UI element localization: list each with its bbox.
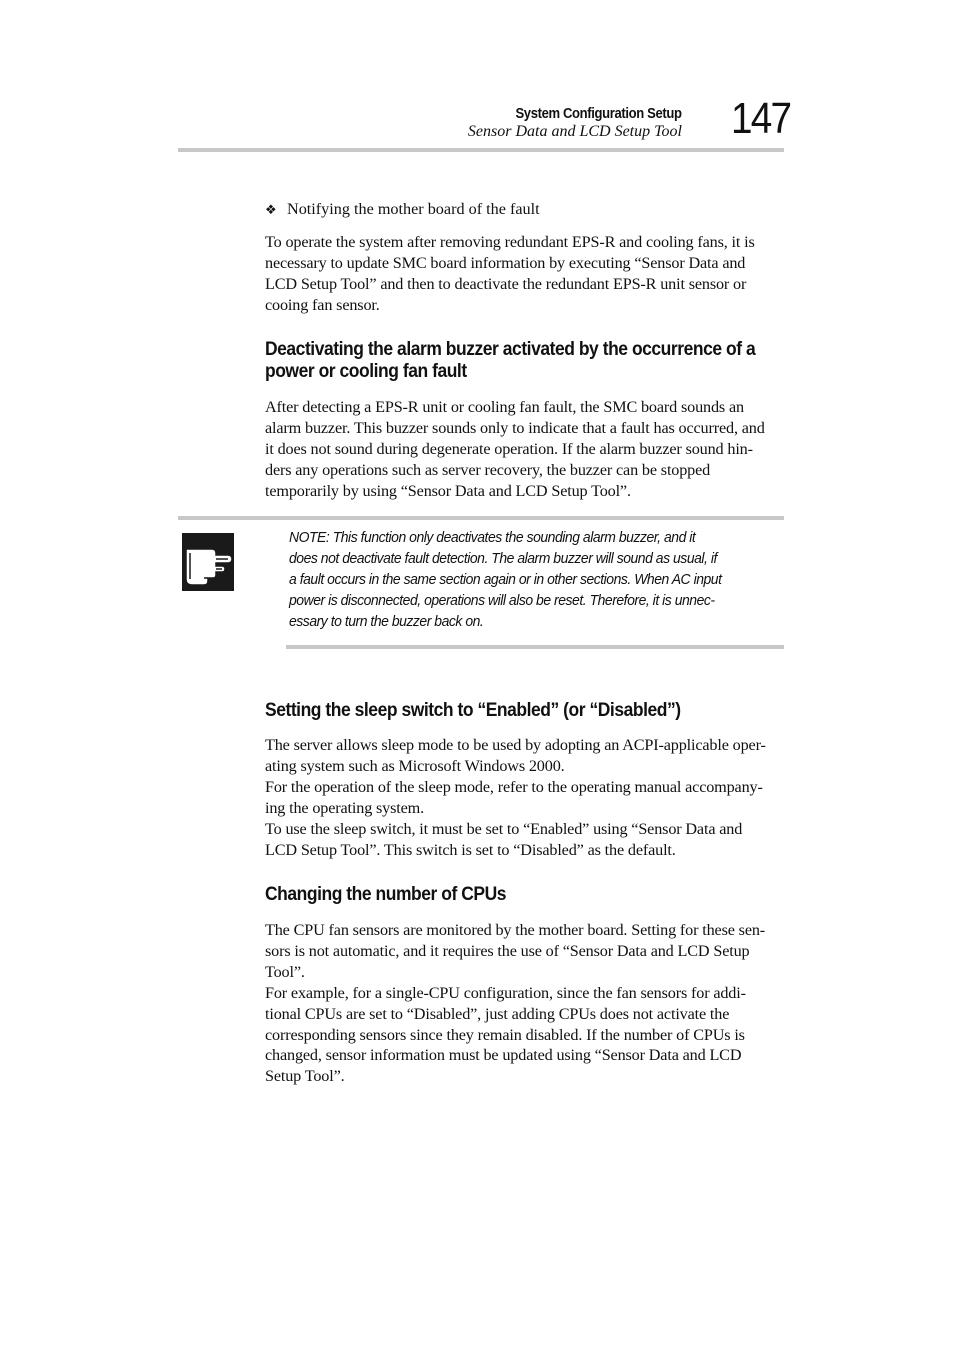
text-line: ating system such as Microsoft Windows 2000.: [265, 756, 565, 775]
note-line: NOTE: This function only deactivates the sounding alarm buzzer, and it: [289, 529, 696, 546]
section-heading-sleep-switch: Setting the sleep switch to “Enabled” (or “Disabled”): [265, 700, 681, 721]
text-line: Setup Tool”.: [265, 1067, 345, 1086]
text-line: After detecting a EPS-R unit or cooling fan fault, the SMC board sounds an: [265, 398, 744, 416]
bullet-text: Notifying the mother board of the fault: [287, 200, 540, 218]
text-line: To use the sleep switch, it must be set to “Enabled” using “Sensor Data and: [265, 819, 743, 838]
note-line: power is disconnected, operations will also be reset. Therefore, it is unnec-: [289, 591, 715, 609]
text-line: The CPU fan sensors are monitored by the mother board. Setting for these sen-: [265, 921, 766, 939]
text-line: For example, for a single-CPU configuration, since the fan sensors for addi-: [265, 983, 746, 1002]
section-heading-cpus: Changing the number of CPUs: [265, 884, 507, 905]
paragraph-sleep-switch: [265, 735, 785, 860]
note-line: a fault occurs in the same section again or in other sections. When AC input: [289, 570, 722, 588]
text-line: cooing fan sensor.: [265, 295, 380, 314]
note-line: does not deactivate fault detection. The alarm buzzer will sound as usual, if: [289, 549, 717, 567]
text-line: alarm buzzer. This buzzer sounds only to indicate that a fault has occurred, and: [265, 418, 765, 437]
text-line: To operate the system after removing redundant EPS-R and cooling fans, it is: [265, 233, 755, 251]
text-line: temporarily by using “Sensor Data and LCD Setup Tool”.: [265, 481, 631, 500]
text-line: corresponding sensors since they remain disabled. If the number of CPUs is: [265, 1025, 745, 1044]
text-line: ders any operations such as server recovery, the buzzer can be stopped: [265, 460, 711, 479]
paragraph-remove-redundant: [265, 232, 785, 316]
text-line: For the operation of the sleep mode, refer to the operating manual accompany-: [265, 777, 763, 796]
paragraph-cpus: [265, 920, 785, 1087]
note-bottom-rule: [286, 645, 784, 649]
text-line: Tool”.: [265, 962, 305, 981]
heading-line: Deactivating the alarm buzzer activated by the occurrence of a: [265, 339, 756, 360]
text-line: LCD Setup Tool” and then to deactivate the redundant EPS-R unit sensor or: [265, 274, 747, 293]
text-line: changed, sensor information must be updated using “Sensor Data and LCD: [265, 1046, 742, 1065]
bullet-diamond-icon: ❖: [265, 202, 277, 217]
pointing-hand-icon: [182, 533, 234, 591]
text-line: ing the operating system.: [265, 798, 424, 817]
running-header-title: System Configuration Setup: [515, 106, 682, 122]
header-rule: [178, 148, 784, 152]
section-heading-alarm-buzzer: [265, 339, 755, 383]
page-number: 147: [731, 94, 791, 143]
text-line: tional CPUs are set to “Disabled”, just adding CPUs does not activate the: [265, 1004, 730, 1023]
note-line: essary to turn the buzzer back on.: [289, 612, 484, 630]
bullet-item: [265, 200, 540, 219]
note-top-rule: [178, 516, 784, 520]
running-header-subtitle: Sensor Data and LCD Setup Tool: [467, 123, 682, 140]
heading-line: power or cooling fan fault: [265, 361, 467, 382]
text-line: it does not sound during degenerate operation. If the alarm buzzer sound hin-: [265, 439, 753, 458]
text-line: LCD Setup Tool”. This switch is set to “Disabled” as the default.: [265, 840, 676, 859]
paragraph-alarm-buzzer: [265, 397, 785, 502]
text-line: necessary to update SMC board information by executing “Sensor Data and: [265, 253, 746, 272]
text-line: The server allows sleep mode to be used by adopting an ACPI-applicable oper-: [265, 736, 766, 754]
note-text: [289, 528, 726, 633]
text-line: sors is not automatic, and it requires the use of “Sensor Data and LCD Setup: [265, 941, 750, 960]
